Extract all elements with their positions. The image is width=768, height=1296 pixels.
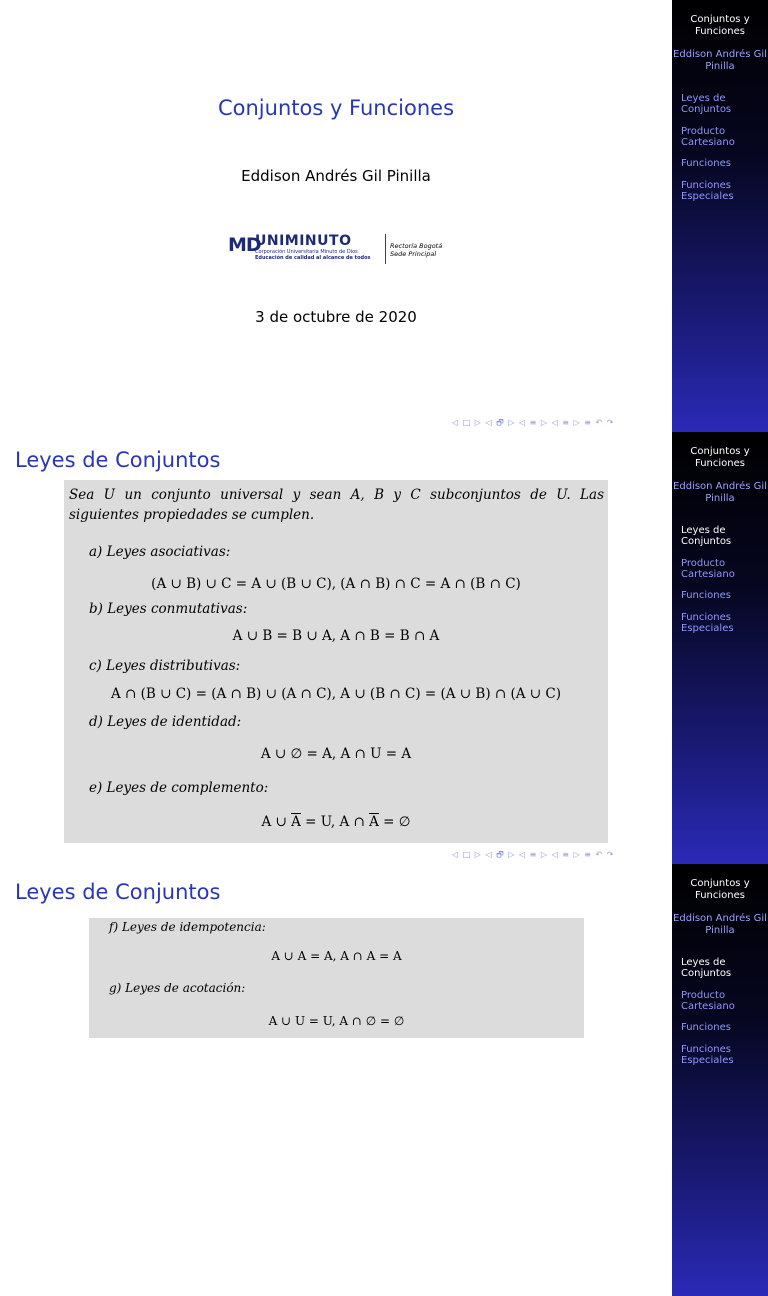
label-b: b) Leyes conmutativas: <box>89 601 248 617</box>
label-c: c) Leyes distributivas: <box>89 658 241 674</box>
sidebar-title[interactable]: Conjuntos y Funciones <box>690 878 750 901</box>
sidebar-item-funciones-especiales[interactable]: Funciones Especiales <box>681 612 734 634</box>
sidebar-item-leyes[interactable]: Leyes de Conjuntos <box>681 93 732 115</box>
sidebar-item-leyes[interactable]: Leyes de Conjuntos <box>681 525 732 547</box>
logo-subtitle-2: Educación de calidad al alcance de todos <box>255 255 371 261</box>
logo-sede: Sede Principal <box>390 250 437 258</box>
presentation-date: 3 de octubre de 2020 <box>255 308 417 326</box>
label-g: g) Leyes de acotación: <box>109 981 246 995</box>
intro-text: Sea U un conjunto universal y sean A, B y C subconjuntos de U. Las siguientes propiedades se cumplen. <box>69 487 604 523</box>
label-f: f) Leyes de idempotencia: <box>109 920 266 934</box>
sidebar-item-funciones[interactable]: Funciones <box>681 590 731 601</box>
sidebar-item-producto[interactable]: Producto Cartesiano <box>681 990 735 1012</box>
sidebar-item-funciones[interactable]: Funciones <box>681 1022 731 1033</box>
sidebar-item-funciones-especiales[interactable]: Funciones Especiales <box>681 180 734 202</box>
formula-e: A ∪ $\overline{A} = U$, A ∩ $\overline{A}$ = ∅ <box>261 814 411 830</box>
sidebar <box>672 0 768 432</box>
beamer-nav-controls[interactable]: ◁ □ ▷ ◁ 🗗 ▷ ◁ ≡ ▷ ◁ ≡ ▷ ≡ ↶ ↷ <box>452 850 615 859</box>
label-a: a) Leyes asociativas: <box>89 544 231 560</box>
formula-b: A ∪ B = B ∪ A, A ∩ B = B ∩ A <box>232 628 440 644</box>
logo-mark: MD <box>228 234 261 256</box>
label-d: d) Leyes de identidad: <box>89 714 242 730</box>
formula-a: (A ∪ B) ∪ C = A ∪ (B ∪ C), (A ∩ B) ∩ C = A ∩ (B ∩ C) <box>151 576 521 592</box>
sidebar-item-leyes[interactable]: Leyes de Conjuntos <box>681 957 732 979</box>
sidebar <box>672 432 768 864</box>
sidebar-title[interactable]: Conjuntos y Funciones <box>690 14 750 37</box>
sidebar <box>672 864 768 1296</box>
sidebar-author[interactable]: Eddison Andrés Gil Pinilla <box>673 481 767 504</box>
presentation-title: Conjuntos y Funciones <box>217 96 455 120</box>
formula-f: A ∪ A = A, A ∩ A = A <box>271 949 402 963</box>
logo-rectoria: Rectoría Bogotá <box>390 242 443 250</box>
presentation-author: Eddison Andrés Gil Pinilla <box>241 167 431 185</box>
sidebar-item-funciones-especiales[interactable]: Funciones Especiales <box>681 1044 734 1066</box>
sidebar-title[interactable]: Conjuntos y Funciones <box>690 446 750 469</box>
sidebar-item-producto[interactable]: Producto Cartesiano <box>681 558 735 580</box>
label-e: e) Leyes de complemento: <box>89 780 269 796</box>
frame-title: Leyes de Conjuntos <box>15 448 221 472</box>
logo-subtitle-1: Corporación Universitaria Minuto de Dios <box>255 249 358 255</box>
sidebar-author[interactable]: Eddison Andrés Gil Pinilla <box>673 913 767 936</box>
sidebar-author[interactable]: Eddison Andrés Gil Pinilla <box>673 49 767 72</box>
leyes-slide-1 <box>0 432 768 864</box>
uniminuto-logo <box>228 228 446 270</box>
formula-c: A ∩ (B ∪ C) = (A ∩ B) ∪ (A ∩ C), A ∪ (B ∩ C) = (A ∪ B) ∩ (A ∪ C) <box>110 686 561 702</box>
title-slide <box>0 0 768 432</box>
formula-d: A ∪ ∅ = A, A ∩ U = A <box>260 746 412 762</box>
sidebar-item-funciones[interactable]: Funciones <box>681 158 731 169</box>
logo-divider <box>385 234 386 264</box>
laws-box <box>64 480 608 843</box>
sidebar-item-producto[interactable]: Producto Cartesiano <box>681 126 735 148</box>
beamer-nav-controls[interactable]: ◁ □ ▷ ◁ 🗗 ▷ ◁ ≡ ▷ ◁ ≡ ▷ ≡ ↶ ↷ <box>452 418 615 427</box>
laws-box-2 <box>89 918 584 1038</box>
formula-g: A ∪ U = U, A ∩ ∅ = ∅ <box>268 1014 405 1028</box>
logo-name: UNIMINUTO <box>255 233 352 249</box>
leyes-slide-2 <box>0 864 768 1296</box>
frame-title: Leyes de Conjuntos <box>15 880 221 904</box>
